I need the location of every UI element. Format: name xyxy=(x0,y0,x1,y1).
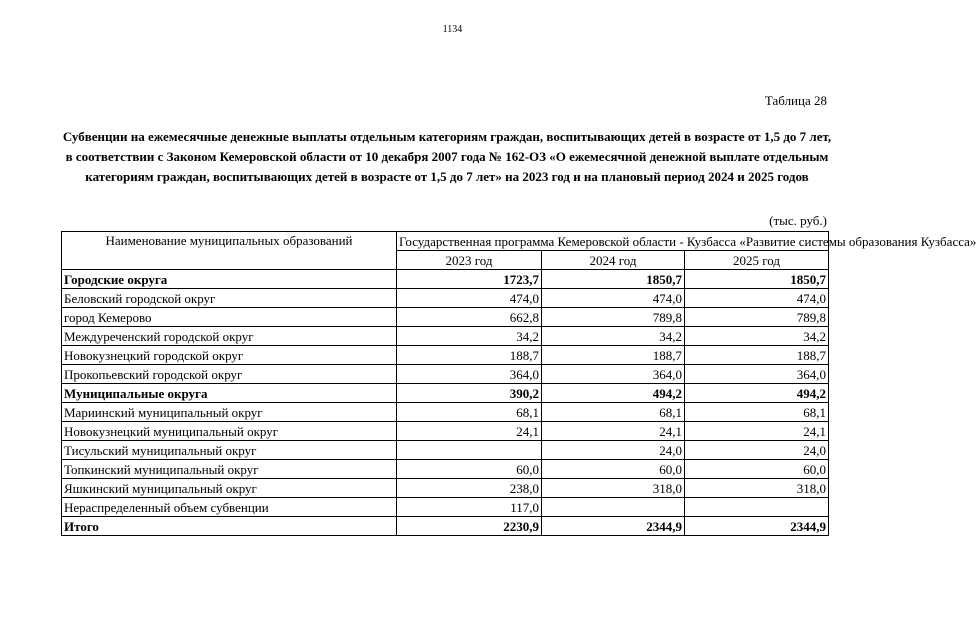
row-name: Мариинский муниципальный округ xyxy=(62,403,397,422)
table-row xyxy=(62,517,829,536)
document-title: Субвенции на ежемесячные денежные выплаты отдельным категориям граждан, воспитывающих детей в возрасте от 1,5 до 7 лет, в соответствии с Законом Кемеровской области от 10 декабря 2007 года № 162-ОЗ «О ежемесячной денежной выплате отдельным категориям граждан, воспитывающих детей в возрасте от 1,5 до 7 лет» на 2023 год и на плановый период 2024 и 2025 годов xyxy=(62,129,832,184)
table-row xyxy=(62,308,829,327)
header-year-2023: 2023 год xyxy=(397,251,542,270)
row-value-2025 xyxy=(685,498,829,517)
row-value-2024: 364,0 xyxy=(542,365,685,384)
table-label: Таблица 28 xyxy=(764,93,827,108)
row-value-2025: 188,7 xyxy=(685,346,829,365)
table-body xyxy=(62,270,829,536)
table-row xyxy=(62,422,829,441)
row-value-2023: 2230,9 xyxy=(397,517,542,536)
row-name: Прокопьевский городской округ xyxy=(62,365,397,384)
row-value-2024: 24,1 xyxy=(542,422,685,441)
row-value-2024 xyxy=(542,498,685,517)
row-value-2023: 60,0 xyxy=(397,460,542,479)
row-name: Новокузнецкий городской округ xyxy=(62,346,397,365)
table-row xyxy=(62,346,829,365)
table-row xyxy=(62,460,829,479)
table-row xyxy=(62,498,829,517)
row-value-2025: 1850,7 xyxy=(685,270,829,289)
row-value-2023: 238,0 xyxy=(397,479,542,498)
row-name: Итого xyxy=(62,517,397,536)
table-row xyxy=(62,365,829,384)
row-name: Беловский городской округ xyxy=(62,289,397,308)
row-value-2025: 474,0 xyxy=(685,289,829,308)
row-value-2024: 318,0 xyxy=(542,479,685,498)
header-year-2024: 2024 год xyxy=(542,251,685,270)
row-value-2024: 60,0 xyxy=(542,460,685,479)
table-header-row xyxy=(62,232,829,251)
table-row xyxy=(62,441,829,460)
row-name: Городские округа xyxy=(62,270,397,289)
row-value-2023: 474,0 xyxy=(397,289,542,308)
row-name: Новокузнецкий муниципальный округ xyxy=(62,422,397,441)
row-value-2023: 34,2 xyxy=(397,327,542,346)
units-label: (тыс. руб.) xyxy=(769,213,827,228)
row-value-2025: 68,1 xyxy=(685,403,829,422)
row-value-2025: 2344,9 xyxy=(685,517,829,536)
row-value-2023: 662,8 xyxy=(397,308,542,327)
row-name: город Кемерово xyxy=(62,308,397,327)
row-value-2025: 318,0 xyxy=(685,479,829,498)
row-value-2024: 24,0 xyxy=(542,441,685,460)
row-name: Междуреченский городской округ xyxy=(62,327,397,346)
row-value-2025: 364,0 xyxy=(685,365,829,384)
table-row xyxy=(62,403,829,422)
row-value-2023: 364,0 xyxy=(397,365,542,384)
table-row xyxy=(62,479,829,498)
row-value-2025: 494,2 xyxy=(685,384,829,403)
row-value-2023: 390,2 xyxy=(397,384,542,403)
row-value-2024: 494,2 xyxy=(542,384,685,403)
header-municipality-name: Наименование муниципальных образований xyxy=(62,232,397,270)
row-value-2023: 117,0 xyxy=(397,498,542,517)
table-row xyxy=(62,384,829,403)
row-value-2023 xyxy=(397,441,542,460)
row-value-2024: 789,8 xyxy=(542,308,685,327)
row-value-2025: 789,8 xyxy=(685,308,829,327)
row-value-2023: 68,1 xyxy=(397,403,542,422)
table-row xyxy=(62,289,829,308)
row-name: Нераспределенный объем субвенции xyxy=(62,498,397,517)
row-value-2024: 2344,9 xyxy=(542,517,685,536)
row-value-2025: 24,0 xyxy=(685,441,829,460)
header-program: Государственная программа Кемеровской области - Кузбасса «Развитие системы образования Кузбасса» xyxy=(397,232,829,251)
row-value-2024: 68,1 xyxy=(542,403,685,422)
row-value-2023: 1723,7 xyxy=(397,270,542,289)
row-name: Яшкинский муниципальный округ xyxy=(62,479,397,498)
row-value-2024: 34,2 xyxy=(542,327,685,346)
row-value-2023: 24,1 xyxy=(397,422,542,441)
row-value-2025: 24,1 xyxy=(685,422,829,441)
page-number: 1134 xyxy=(442,24,463,35)
row-value-2024: 474,0 xyxy=(542,289,685,308)
row-value-2025: 60,0 xyxy=(685,460,829,479)
row-name: Топкинский муниципальный округ xyxy=(62,460,397,479)
row-value-2023: 188,7 xyxy=(397,346,542,365)
table-row xyxy=(62,327,829,346)
table-row xyxy=(62,270,829,289)
row-name: Муниципальные округа xyxy=(62,384,397,403)
row-value-2025: 34,2 xyxy=(685,327,829,346)
row-value-2024: 1850,7 xyxy=(542,270,685,289)
row-value-2024: 188,7 xyxy=(542,346,685,365)
header-year-2025: 2025 год xyxy=(685,251,829,270)
row-name: Тисульский муниципальный округ xyxy=(62,441,397,460)
subsidies-table xyxy=(61,231,976,536)
